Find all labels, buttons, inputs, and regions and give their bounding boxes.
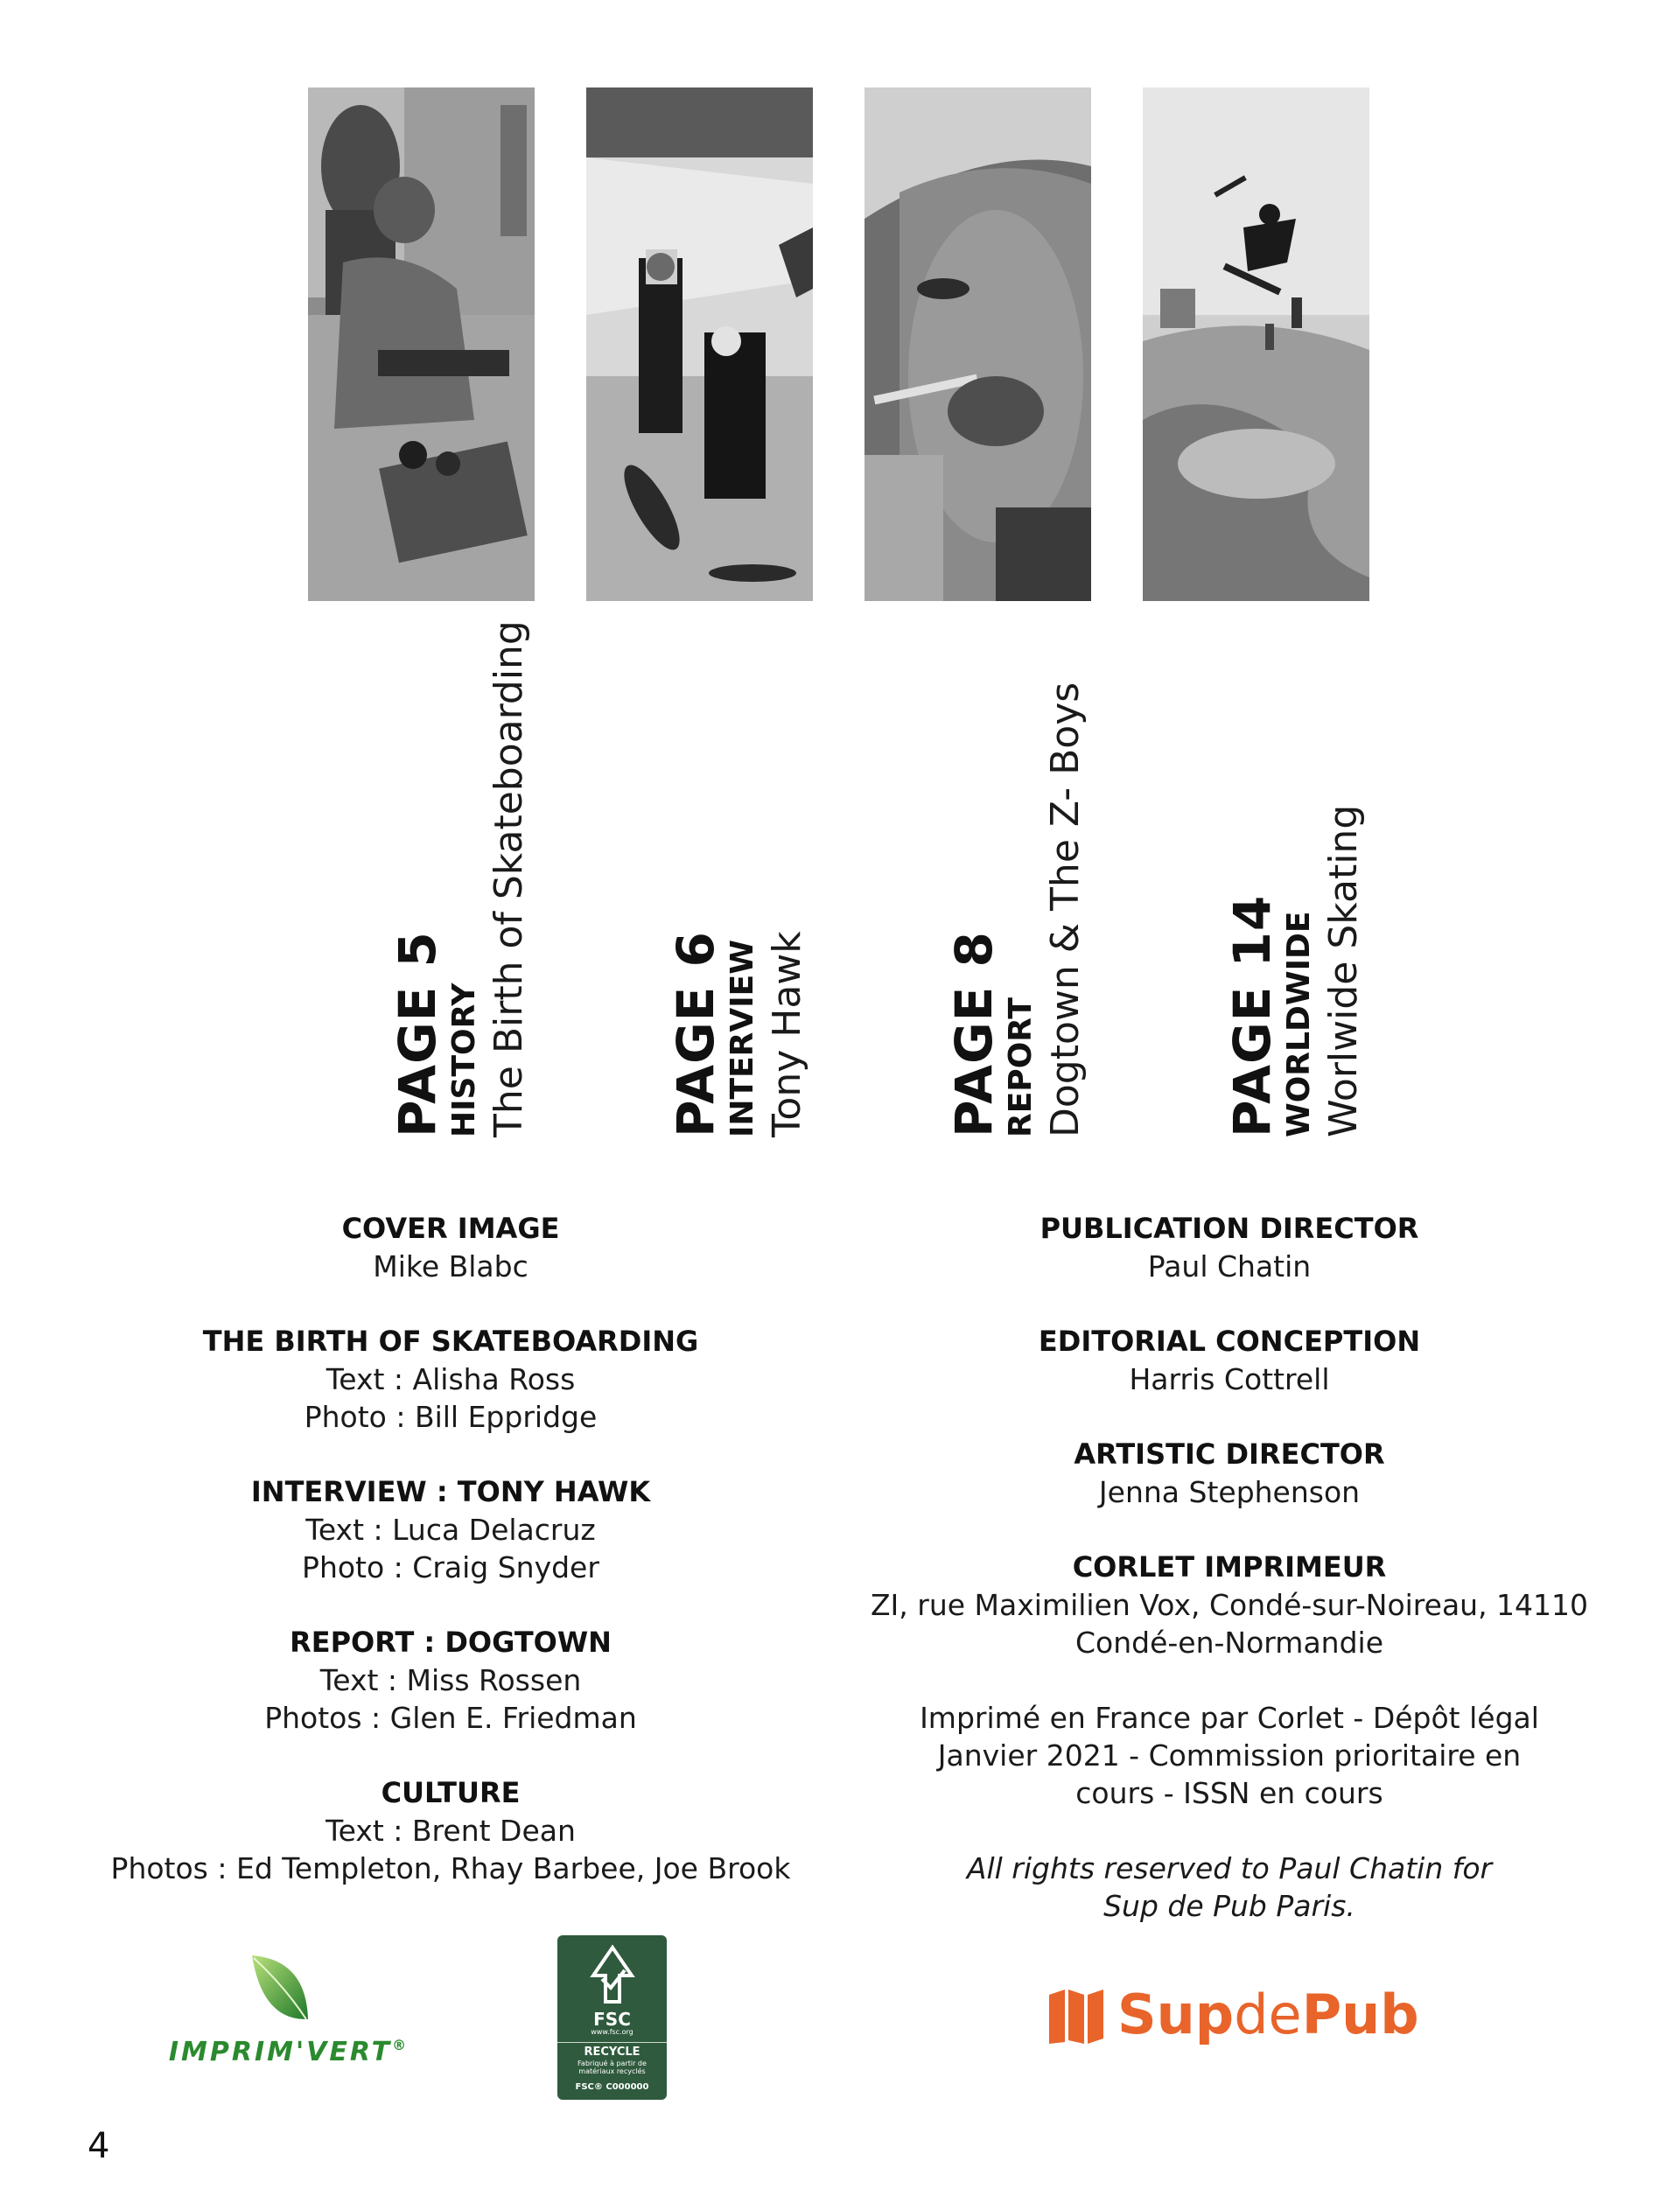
credit-interview-tony-hawk [70,1473,831,1586]
credit-line: Photo : Bill Eppridge [304,1400,598,1434]
credit-printer [840,1549,1619,1661]
supdepub-logo [1046,1976,1419,2054]
credit-line: Paul Chatin [1147,1249,1312,1283]
credit-report-dogtown [70,1624,831,1737]
credit-line: Jenna Stephenson [1098,1475,1361,1509]
credit-line: Text : Miss Rossen [319,1663,582,1697]
registered-mark: ® [392,2037,410,2053]
fsc-website: www.fsc.org [591,2028,634,2036]
credit-publication-director [840,1210,1619,1285]
page-number-label: PAGE 14 [1222,894,1282,1137]
credit-heading: REPORT : DOGTOWN [290,1626,612,1659]
credit-heading: CULTURE [381,1776,521,1809]
credit-heading: THE BIRTH OF SKATEBOARDING [202,1325,699,1358]
legal-notice [840,1699,1619,1812]
credit-line: Text : Luca Delacruz [305,1513,596,1547]
section-label: REPORT [1003,997,1039,1137]
credit-heading: COVER IMAGE [341,1212,560,1245]
contents-entry-history[interactable] [308,612,535,1137]
page-number: 4 [88,2126,110,2166]
rights-line: Sup de Pub Paris. [1103,1889,1355,1923]
imprimvert-logo [162,1951,416,2074]
leaf-icon [245,1951,315,2034]
section-label: INTERVIEW [724,940,760,1137]
supdepub-pub: Pub [1301,1983,1419,2046]
section-label: WORLDWIDE [1281,911,1317,1137]
legal-line: Janvier 2021 - Commission prioritaire en [937,1738,1522,1773]
rights-line: All rights reserved to Paul Chatin for [966,1851,1493,1885]
supdepub-de: de [1234,1983,1302,2046]
credit-line: Text : Brent Dean [326,1814,576,1848]
article-title: Tony Hawk [765,931,809,1137]
fsc-description: Fabriqué à partir de matériaux recyclés [578,2060,647,2075]
book-icon [1046,1986,1107,2046]
section-label: HISTORY [446,983,482,1137]
credit-culture [70,1774,831,1887]
credit-line: Photo : Craig Snyder [302,1550,599,1584]
credit-line: Photos : Ed Templeton, Rhay Barbee, Joe Brook [110,1851,791,1885]
fsc-code: FSC® C000000 [575,2082,649,2092]
contents-photo-worldwide [1143,87,1369,601]
page-number-label: PAGE 6 [666,931,725,1137]
credit-heading: PUBLICATION DIRECTOR [1040,1212,1419,1245]
fsc-recycle-label: RECYCLE [557,2042,667,2059]
article-title: The Birth of Skateboarding [486,620,531,1137]
credit-editorial-conception [840,1323,1619,1398]
credit-line: ZI, rue Maximilien Vox, Condé-sur-Noireau, 14110 [870,1588,1589,1622]
article-title: Dogtown & The Z- Boys [1043,682,1088,1137]
credit-line: Condé-en-Normandie [1075,1626,1383,1660]
contents-photo-history [308,87,535,601]
supdepub-sup: Sup [1117,1983,1235,2046]
legal-line: Imprimé en France par Corlet - Dépôt légal [920,1701,1539,1735]
imprimvert-wordmark: IMPRIM'VERT [168,2037,393,2067]
fsc-logo [557,1935,667,2100]
credit-heading: ARTISTIC DIRECTOR [1074,1437,1385,1471]
contents-entry-interview[interactable] [586,612,813,1137]
fsc-name: FSC [593,2009,631,2030]
credit-line: Mike Blabc [373,1249,528,1283]
page-number-label: PAGE 5 [388,931,447,1137]
credit-artistic-director [840,1436,1619,1511]
legal-line: cours - ISSN en cours [1075,1776,1383,1810]
contents-photo-interview [586,87,813,601]
credit-heading: CORLET IMPRIMEUR [1072,1550,1387,1584]
contents-entry-report[interactable] [864,612,1091,1137]
credit-heading: INTERVIEW : TONY HAWK [250,1475,651,1508]
rights-notice [840,1850,1619,1925]
credit-line: Photos : Glen E. Friedman [264,1701,637,1735]
contents-entry-worldwide[interactable] [1143,612,1369,1137]
credit-cover-image [70,1210,831,1285]
credits-right-column [840,1210,1619,1962]
article-title: Worlwide Skating [1321,804,1366,1137]
page-number-label: PAGE 8 [944,931,1004,1137]
contents-photo-report [864,87,1091,601]
credit-heading: EDITORIAL CONCEPTION [1038,1325,1421,1358]
credits-left-column [70,1210,831,1925]
tree-check-icon [590,1944,635,2007]
credit-line: Text : Alisha Ross [326,1362,576,1396]
credit-birth-of-skateboarding [70,1323,831,1436]
credit-line: Harris Cottrell [1129,1362,1330,1396]
